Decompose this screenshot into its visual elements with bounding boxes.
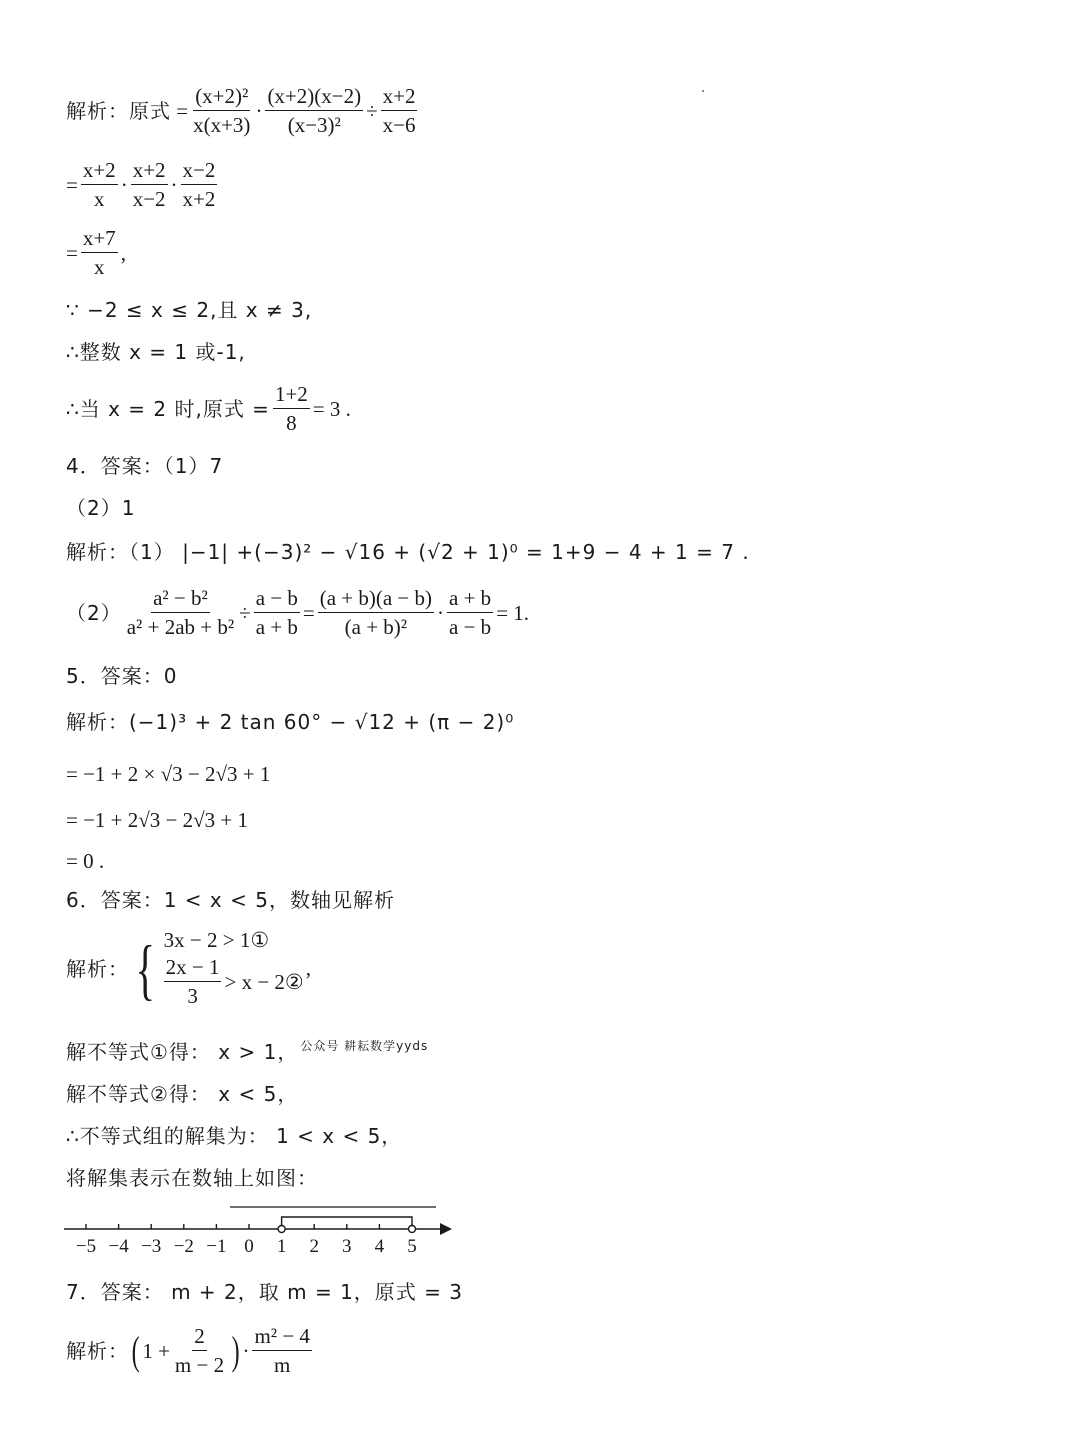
axis-tick-label: 2 bbox=[309, 1236, 319, 1257]
axis-tick-label: −1 bbox=[206, 1236, 227, 1257]
q4-answer-1: 4．答案：（1）7 bbox=[66, 454, 224, 478]
fraction: $\frac{1+2}{8}$ bbox=[274, 382, 308, 435]
fraction: $\frac{(x+2)(x-2)}{\text{(x−3)²}}$ bbox=[267, 84, 362, 137]
axis-tick-label: −3 bbox=[141, 1236, 162, 1257]
number-line bbox=[60, 1195, 470, 1263]
q3-line-4: ∵ −2 ≤ x ≤ 2,且 x ≠ 3, bbox=[66, 298, 313, 322]
fraction: $\frac{a - b}{a + b}$ bbox=[255, 586, 298, 639]
q6-sol-4: 将解集表示在数轴上如图： bbox=[66, 1166, 318, 1190]
axis-tick-label: 5 bbox=[407, 1236, 417, 1257]
q7-answer: 7．答案： m + 2，取 m = 1，原式 = 3 bbox=[66, 1280, 463, 1304]
axis-tick-label: −2 bbox=[173, 1236, 194, 1257]
axis-tick-label: 3 bbox=[342, 1236, 352, 1257]
q4-jiexi-1: 解析：（1） |−1| +(−3)² − √16 + (√2 + 1)⁰ = 1+9 − 4 + 1 = 7 . bbox=[66, 540, 750, 564]
axis-tick-label: −5 bbox=[75, 1236, 97, 1257]
q5-jiexi: 解析：(−1)³ + 2 tan 60° − √12 + (π − 2)⁰ bbox=[66, 710, 515, 734]
fraction: $\frac{x+2}{x-6}$ bbox=[382, 84, 416, 137]
stray-dot bbox=[702, 90, 704, 92]
watermark: 公众号 耕耘数学yyds bbox=[300, 1039, 429, 1053]
axis-tick-label: 4 bbox=[374, 1236, 385, 1257]
q6-answer: 6．答案：1 < x < 5，数轴见解析 bbox=[66, 888, 395, 912]
open-endpoint bbox=[409, 1226, 416, 1233]
fraction: $\frac{x+7}{x}$ bbox=[82, 226, 116, 279]
q4-answer-2: （2）1 bbox=[66, 496, 136, 520]
q5-line-2: = −1 + 2 × √3 − 2√3 + 1 bbox=[66, 762, 271, 786]
q6-sol-2: 解不等式②得： x < 5， bbox=[66, 1082, 299, 1106]
fraction: $\frac{\text{a² − b²}}{\text{a² + 2ab + b²}}$ bbox=[126, 586, 235, 639]
q3-jiexi-label: 解析：原式 bbox=[66, 99, 171, 123]
q6-sol-1: 解不等式①得： x > 1， 公众号 耕耘数学yyds bbox=[66, 1039, 429, 1064]
q3-line-2: = $\frac{x+2}{x}$ · x+2 x−2 · x−2 x+2 bbox=[66, 158, 216, 211]
q3-line-3: = $\frac{x+7}{x}$ , bbox=[66, 226, 126, 279]
fraction: x−2 x+2 bbox=[182, 158, 216, 211]
fraction: $\frac{x+2}{x}$ bbox=[82, 158, 116, 211]
fraction: $\frac{2}{m - 2}$ bbox=[174, 1324, 225, 1377]
fraction: m² − 4 m bbox=[254, 1324, 310, 1377]
open-endpoint bbox=[278, 1226, 285, 1233]
axis-arrow bbox=[440, 1223, 452, 1235]
left-brace: { bbox=[135, 930, 156, 1007]
axis-tick-label: 0 bbox=[244, 1236, 254, 1257]
q5-line-4: = 0 . bbox=[66, 849, 105, 873]
q3-line-5: ∴整数 x = 1 或-1, bbox=[66, 340, 246, 364]
axis-tick-label: 1 bbox=[276, 1236, 287, 1257]
q5-answer: 5．答案：0 bbox=[66, 664, 178, 688]
q7-jiexi: 解析： ( 1 + $\frac{2}{m - 2}$ ) · m² − 4 m bbox=[66, 1324, 310, 1377]
q6-system: 解析： { 3x − 2 > 1① 2x − 1 3 > x − 2② , bbox=[66, 928, 311, 1008]
q6-sol-3: ∴不等式组的解集为： 1 < x < 5， bbox=[66, 1124, 403, 1148]
q5-line-3: = −1 + 2√3 − 2√3 + 1 bbox=[66, 808, 249, 832]
fraction: x+2 x−2 bbox=[132, 158, 166, 211]
q4-jiexi-2: （2） $\frac{\text{a² − b²}}{\text{a² + 2ab + b²}}$ ÷ $\frac{a - b}{a + b}$ = $\frac{(a + b)(a - b)}{\text{(a + b)²}}$ · $\frac{a + b}{a - b}$ = 1. bbox=[66, 586, 530, 639]
q3-line-1: 解析：原式 = $\frac{\text{(x+2)²}}{x(x+3)}$ · $\frac{(x+2)(x-2)}{\text{(x−3)²}}$ ÷ $\frac{x+2}{x-6}$ bbox=[66, 84, 416, 137]
fraction: $\frac{(a + b)(a - b)}{\text{(a + b)²}}$ bbox=[319, 586, 433, 639]
fraction: 2x − 1 3 bbox=[165, 955, 220, 1008]
inequality-system: 3x − 2 > 1① 2x − 1 3 > x − 2② bbox=[163, 928, 304, 1008]
axis-tick-label: −4 bbox=[108, 1236, 129, 1257]
fraction: $\frac{\text{(x+2)²}}{x(x+3)}$ bbox=[193, 84, 251, 137]
q3-line-6: ∴当 x = 2 时,原式 = $\frac{1+2}{8}$ = 3 . bbox=[66, 382, 351, 435]
fraction: $\frac{a + b}{a - b}$ bbox=[449, 586, 492, 639]
